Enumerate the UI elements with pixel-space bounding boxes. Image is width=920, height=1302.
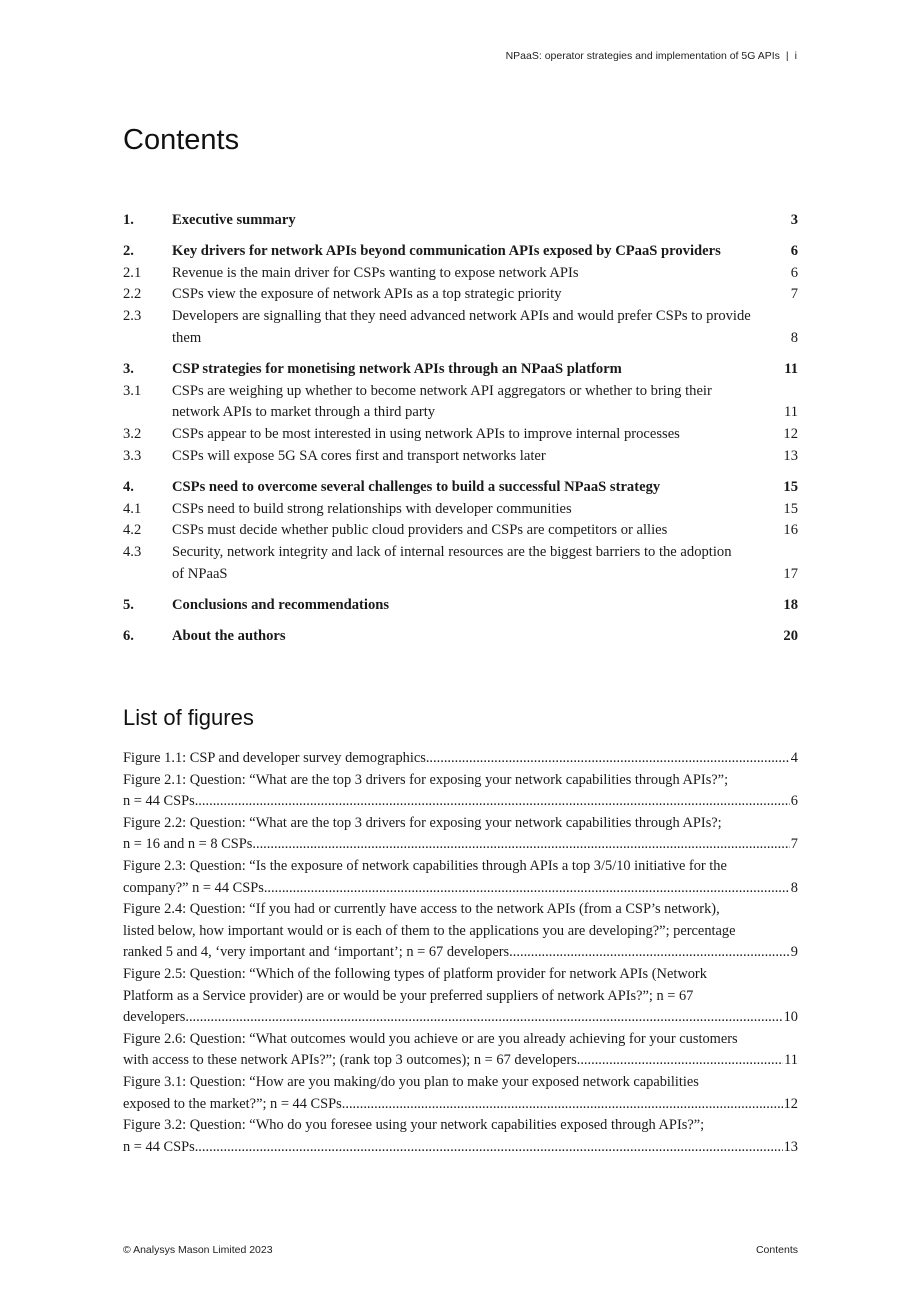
toc-chapter-entry[interactable] xyxy=(123,595,798,617)
toc-entry-number: 4.1 xyxy=(123,500,142,517)
toc-chapter-entry[interactable] xyxy=(123,241,798,263)
figure-list-entry[interactable] xyxy=(123,1072,798,1115)
dot-leader xyxy=(264,878,790,900)
figure-page-number: 7 xyxy=(790,836,798,853)
toc-entry-page: 17 xyxy=(783,565,798,582)
table-of-contents xyxy=(123,210,798,647)
figures-heading: List of figures xyxy=(123,705,254,730)
toc-entry-title-line: CSPs are weighing up whether to become network API aggregators or whether to bring their xyxy=(172,382,712,399)
toc-entry-title xyxy=(172,520,762,542)
figure-caption-line: n = 44 CSPs xyxy=(123,793,195,810)
figure-list-entry[interactable] xyxy=(123,1029,798,1072)
figure-page-number: 9 xyxy=(790,944,798,961)
toc-chapter-entry[interactable] xyxy=(123,210,798,232)
figure-caption-line: n = 44 CSPs xyxy=(123,1138,195,1155)
toc-entry-page: 7 xyxy=(790,286,798,303)
figure-caption-line: Figure 2.6: Question: “What outcomes would you achieve or are you already achieving for your customers xyxy=(123,1030,738,1047)
toc-entry-page: 3 xyxy=(790,212,798,228)
figure-caption-line: exposed to the market?”; n = 44 CSPs xyxy=(123,1095,342,1112)
toc-section-entry[interactable] xyxy=(123,381,798,425)
toc-entry-number: 4. xyxy=(123,478,134,495)
toc-entry-title xyxy=(172,595,762,617)
header-page-number: i xyxy=(794,50,797,62)
toc-entry-page: 20 xyxy=(783,627,798,644)
toc-chapter-entry[interactable] xyxy=(123,359,798,381)
toc-entry-title-line: CSPs appear to be most interested in using network APIs to improve internal processes xyxy=(172,426,680,443)
figure-caption-last-line xyxy=(123,1007,798,1029)
page-footer xyxy=(123,1244,798,1256)
toc-section-entry[interactable] xyxy=(123,263,798,285)
toc-entry-title xyxy=(172,542,762,586)
figure-caption-last-line xyxy=(123,1137,798,1159)
figure-page-number: 8 xyxy=(790,879,798,896)
toc-entry-title xyxy=(172,263,762,285)
toc-entry-title-line: CSPs view the exposure of network APIs as a top strategic priority xyxy=(172,286,562,303)
toc-entry-title xyxy=(172,306,762,350)
figure-list-entry[interactable] xyxy=(123,964,798,1029)
toc-section-entry[interactable] xyxy=(123,284,798,306)
toc-entry-page: 11 xyxy=(784,360,798,377)
figure-list-entry[interactable] xyxy=(123,770,798,813)
figure-page-number: 6 xyxy=(790,793,798,810)
figure-caption-line: with access to these network APIs?”; (rank top 3 outcomes); n = 67 developers xyxy=(123,1052,577,1069)
figure-caption-line: developers xyxy=(123,1009,186,1026)
figure-caption-last-line xyxy=(123,791,798,813)
figure-page-number: 4 xyxy=(790,750,798,766)
dot-leader xyxy=(577,1050,783,1072)
toc-entry-page: 8 xyxy=(790,329,798,346)
dot-leader xyxy=(185,1007,782,1029)
toc-entry-page: 11 xyxy=(783,404,798,421)
figure-caption-line: Figure 3.2: Question: “Who do you foresee using your network capabilities exposed through APIs?”; xyxy=(123,1117,705,1134)
toc-entry-number: 4.3 xyxy=(123,544,142,561)
toc-entry-page: 15 xyxy=(783,500,798,517)
figure-caption-line: company?” n = 44 CSPs xyxy=(123,879,264,896)
toc-entry-title xyxy=(172,424,762,446)
figure-caption-last-line xyxy=(123,748,798,770)
toc-entry-number: 1. xyxy=(123,212,134,228)
figure-page-number: 13 xyxy=(783,1138,798,1155)
figure-caption-line: ranked 5 and 4, ‘very important and ‘important’; n = 67 developers xyxy=(123,944,510,961)
figure-list-entry[interactable] xyxy=(123,813,798,856)
toc-entry-page: 13 xyxy=(783,447,798,464)
toc-entry-title xyxy=(172,446,762,468)
dot-leader xyxy=(342,1094,783,1116)
toc-entry-title-line: CSPs need to build strong relationships with developer communities xyxy=(172,500,572,517)
figure-caption-line: Figure 2.1: Question: “What are the top 3 drivers for exposing your network capabilities through APIs?”; xyxy=(123,771,729,788)
toc-entry-title xyxy=(172,284,762,306)
toc-chapter-entry[interactable] xyxy=(123,477,798,499)
toc-entry-title-line: of NPaaS xyxy=(172,565,228,582)
toc-entry-title-line: Security, network integrity and lack of internal resources are the biggest barriers to the adoption xyxy=(172,544,732,561)
figure-caption-line: Figure 1.1: CSP and developer survey demographics xyxy=(123,750,426,766)
figure-caption-line: n = 16 and n = 8 CSPs xyxy=(123,836,253,853)
toc-entry-number: 3.2 xyxy=(123,426,142,443)
header-title: NPaaS: operator strategies and implementation of 5G APIs xyxy=(505,50,780,62)
figure-caption-last-line xyxy=(123,1050,798,1072)
dot-leader xyxy=(195,791,790,813)
toc-entry-page: 18 xyxy=(783,596,798,613)
toc-chapter-entry[interactable] xyxy=(123,626,798,648)
toc-section-entry[interactable] xyxy=(123,424,798,446)
toc-entry-number: 2.1 xyxy=(123,264,142,281)
toc-entry-title xyxy=(172,381,762,425)
toc-entry-title-line: CSPs need to overcome several challenges to build a successful NPaaS strategy xyxy=(172,478,661,495)
toc-entry-number: 2.2 xyxy=(123,286,142,303)
figure-caption-last-line xyxy=(123,1094,798,1116)
toc-entry-title-line: About the authors xyxy=(172,627,286,644)
figure-caption-line: Figure 3.1: Question: “How are you making/do you plan to make your exposed network capabilities xyxy=(123,1073,699,1090)
toc-entry-page: 6 xyxy=(790,242,798,259)
figure-caption-last-line xyxy=(123,834,798,856)
toc-entry-title-line: Revenue is the main driver for CSPs wanting to expose network APIs xyxy=(172,264,579,281)
figure-caption-line: Figure 2.2: Question: “What are the top 3 drivers for exposing your network capabilities through APIs?; xyxy=(123,814,722,831)
toc-entry-page: 6 xyxy=(790,264,798,281)
running-header xyxy=(506,50,797,62)
toc-entry-number: 6. xyxy=(123,627,134,644)
toc-section-entry[interactable] xyxy=(123,306,798,350)
figure-list-entry[interactable] xyxy=(123,899,798,964)
toc-entry-title-line: Executive summary xyxy=(172,212,296,228)
toc-entry-page: 12 xyxy=(783,426,798,443)
figure-page-number: 12 xyxy=(783,1095,798,1112)
figure-caption-line: Figure 2.5: Question: “Which of the following types of platform provider for network APIs (Network xyxy=(123,965,707,982)
figure-caption-line: Figure 2.3: Question: “Is the exposure of network capabilities through APIs a top 3/5/10 initiative for the xyxy=(123,857,727,874)
dot-leader xyxy=(195,1137,783,1159)
toc-entry-page: 16 xyxy=(783,522,798,539)
toc-entry-number: 2.3 xyxy=(123,308,142,325)
toc-entry-title-line: Key drivers for network APIs beyond communication APIs exposed by CPaaS providers xyxy=(172,242,721,259)
toc-entry-title-line: them xyxy=(172,329,202,346)
toc-entry-title xyxy=(172,499,762,521)
figure-list-entry[interactable] xyxy=(123,1115,798,1158)
toc-entry-number: 4.2 xyxy=(123,522,142,539)
toc-entry-title-line: Developers are signalling that they need advanced network APIs and would prefer CSPs to provide xyxy=(172,308,751,325)
figure-caption-line: Figure 2.4: Question: “If you had or currently have access to the network APIs (from a CSP’s network), xyxy=(123,901,720,918)
list-of-figures xyxy=(123,748,798,1158)
figure-page-number: 10 xyxy=(783,1009,798,1026)
toc-entry-title xyxy=(172,359,762,381)
toc-entry-title-line: CSP strategies for monetising network APIs through an NPaaS platform xyxy=(172,360,622,377)
toc-entry-title xyxy=(172,477,762,499)
toc-entry-number: 3.3 xyxy=(123,447,142,464)
toc-entry-title-line: CSPs will expose 5G SA cores first and transport networks later xyxy=(172,447,546,464)
footer-section: Contents xyxy=(755,1244,798,1256)
toc-entry-title-line: CSPs must decide whether public cloud providers and CSPs are competitors or allies xyxy=(172,522,668,539)
figure-list-entry[interactable] xyxy=(123,856,798,899)
header-separator: | xyxy=(785,50,789,62)
toc-section-entry[interactable] xyxy=(123,499,798,521)
toc-entry-number: 5. xyxy=(123,596,134,613)
toc-section-entry[interactable] xyxy=(123,446,798,468)
dot-leader xyxy=(252,834,789,856)
contents-heading: Contents xyxy=(123,124,240,156)
toc-entry-title-line: Conclusions and recommendations xyxy=(172,596,390,613)
figure-page-number: 11 xyxy=(784,1052,798,1069)
footer-copyright: © Analysys Mason Limited 2023 xyxy=(123,1244,273,1256)
dot-leader xyxy=(509,942,790,964)
toc-entry-title xyxy=(172,210,762,232)
toc-entry-title-line: network APIs to market through a third party xyxy=(172,404,436,421)
toc-section-entry[interactable] xyxy=(123,542,798,586)
figure-caption-last-line xyxy=(123,942,798,964)
dot-leader xyxy=(426,748,790,770)
figure-list-entry[interactable] xyxy=(123,748,798,770)
toc-section-entry[interactable] xyxy=(123,520,798,542)
toc-entry-number: 3. xyxy=(123,360,134,377)
figure-caption-line: listed below, how important would or is each of them to the applications you are developing?”; percentage xyxy=(123,922,736,939)
toc-entry-number: 3.1 xyxy=(123,382,142,399)
figure-caption-last-line xyxy=(123,878,798,900)
toc-entry-page: 15 xyxy=(783,478,798,495)
figure-caption-line: Platform as a Service provider) are or would be your preferred suppliers of network APIs?”; n = 67 xyxy=(123,987,694,1004)
toc-entry-title xyxy=(172,626,762,648)
toc-entry-title xyxy=(172,241,762,263)
toc-entry-number: 2. xyxy=(123,242,134,259)
